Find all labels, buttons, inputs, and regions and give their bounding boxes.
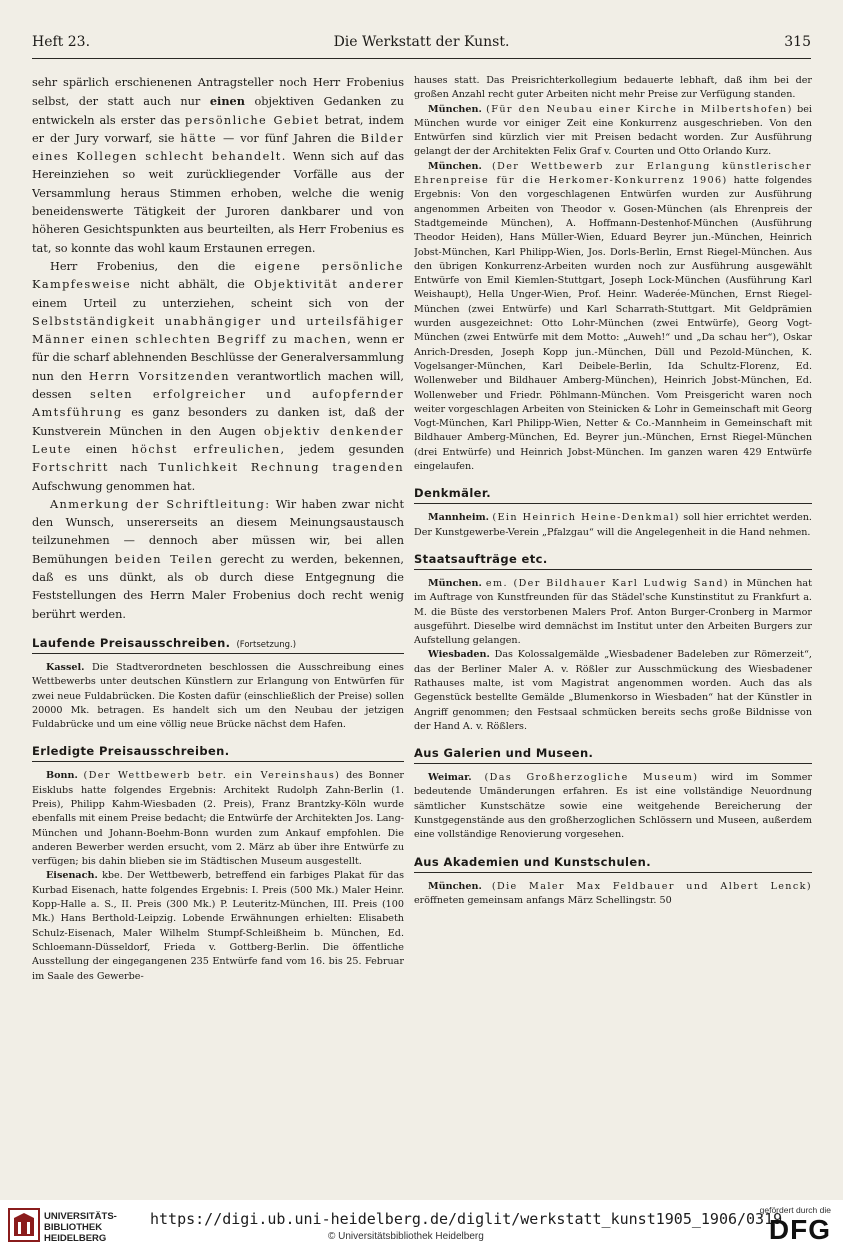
library-seal-icon — [8, 1208, 40, 1242]
notice-weimar: Weimar. (Das Großherzogliche Museum) wird im Sommer bedeutende Umänderungen erfahren. Es ist eine vollständige Neuordnung sämtlicher Kunstschätze sowie eine weitgehende Bereicherung der Kunstgegenstände aus den großherzoglichen Schlössern und Museen, außerdem eine vollständige Renovierung vorgesehen. — [414, 772, 812, 841]
running-header — [32, 34, 811, 56]
paragraph: sehr spärlich erschienenen Antragsteller noch Herr Frobenius selbst, der statt auch nur einen objektiven Gedanken zu entwickeln als erster das persönliche Gebiet betrat, indem er der Jury vorwarf, sie hätte — vor fünf Jahren die Bilder eines Kollegen schlecht behandelt. Wenn sich auf das Hereinziehen so weit zurückliegender Vorfälle aus der Versammlung heraus Stimmen erhoben, welche die wenig beneidenswerte Tätigkeit der Juroren dankbarer und von höheren Gesichtspunkten aus beurteilten, als Herr Frobenius es tat, so konnte das wohl kaum Erstaunen erregen. — [32, 76, 404, 255]
notice-muenchen-kirche: München. (Für den Neubau einer Kirche in Milbertshofen) bei München wurde vor einiger Zeit eine Konkurrenz ausgeschrieben. Von den Entwürfen sind kürzlich vier mit Preisen bedacht worden. Zur Ausführung gelangt der der Architekten Felix Graf v. Courten und Otto Orlando Kurz. — [414, 103, 812, 158]
section-heading: Aus Galerien und Museen. — [414, 746, 812, 764]
notices — [414, 577, 812, 734]
header-rule — [32, 58, 811, 59]
dfg-logo: DFG — [768, 1214, 831, 1245]
section-heading: Aus Akademien und Kunstschulen. — [414, 855, 812, 873]
notice-kassel: Kassel. Die Stadtverordneten beschlossen die Ausschreibung eines Wettbewerbs unter deutschen Künstlern zur Erlangung von Entwürfen für zwei neue Fuldabrücken. Die Kosten dafür (einschließlich der Preise) sollen 20000 Mk. betragen. Es handelt sich um den Neubau der jetzigen Fuldabrücke und um eine völlig neue Brücke nächst dem Hafen. — [32, 661, 404, 731]
section-heading: Laufende Preisausschreiben. (Fortsetzung.) — [32, 636, 404, 654]
continued-text: hauses statt. Das Preisrichterkollegium bedauerte lebhaft, daß ihm bei der großen Anzahl recht guter Arbeiten nicht mehr Preise zur Verfügung standen. — [414, 75, 812, 101]
notices — [32, 769, 404, 983]
notices — [414, 771, 812, 842]
letter-text — [32, 74, 404, 624]
section-heading: Denkmäler. — [414, 486, 812, 504]
journal-title: Die Werkstatt der Kunst. — [333, 34, 510, 50]
section-heading: Staatsaufträge etc. — [414, 552, 812, 570]
notice-muenchen-malschule: München. (Die Maler Max Feldbauer und Albert Lenck) eröffneten gemeinsam anfangs März Schellingstr. 50 — [414, 880, 812, 906]
viewer-footer — [0, 1200, 843, 1250]
editor-note: Anmerkung der Schriftleitung: Wir haben zwar nicht den Wunsch, unsererseits an diesem Meinungsaustausch teilzunehmen — dennoch aber müssen wir, bei allen Bemühungen beiden Teilen gerecht zu werden, bekennen, daß es uns dünkt, als ob durch diese Entgegnung die Feststellungen des Herrn Maler Frobenius doch recht wenig berührt werden. — [32, 497, 404, 621]
permalink[interactable]: https://digi.ub.uni-heidelberg.de/diglit/werkstatt_kunst1905_1906/0319 — [150, 1210, 783, 1228]
notice-bonn: Bonn. (Der Wettbewerb betr. ein Vereinshaus) des Bonner Eisklubs hatte folgendes Ergebnis: Architekt Rudolph Zahn-Berlin (1. Preis), Philipp Kahm-Wiesbaden (2. Preis), Franz Brantzky-Köln wurde ebenfalls mit einem Preise bedacht; die Entwürfe der Architekten Jos. Lang-München und Johann-Boehm-Bonn wurden zum Ankauf empfohlen. Die anderen Bewerber werden ersucht, vom 2. März ab über ihre Entwürfe zu verfügen; bis dahin blieben sie im Städtischen Museum ausgestellt. — [32, 770, 404, 868]
notice-eisenach: Eisenach. kbe. Der Wettbewerb, betreffend ein farbiges Plakat für das Kurbad Eisenach, hatte folgendes Ergebnis: I. Preis (500 Mk.) Maler Heinr. Kopp-Halle a. S., II. Preis (300 Mk.) P. Leuteritz-München, III. Preis (100 Mk.) Hans Berthold-Leipzig. Lobende Erwähnungen erhielten: Elisabeth Schulz-Eisenach, Maler Wilhelm Stumpf-Schleißheim b. München, Ed. Schloemann-Düsseldorf, Frieda v. Gottberg-Berlin. Die öffentliche Ausstellung der eingegangenen 235 Entwürfe fand vom 16. bis 25. Februar im Saale des Gewerbe- — [32, 870, 404, 982]
notice-mannheim: Mannheim. (Ein Heinrich Heine-Denkmal) soll hier errichtet werden. Der Kunstgewerbe-Verein „Pfalzgau“ will die Angelegenheit in die Hand nehmen. — [414, 512, 812, 538]
copyright-notice: © Universitätsbibliothek Heidelberg — [328, 1231, 484, 1242]
issue-number: Heft 23. — [32, 34, 91, 50]
library-name: UNIVERSITÄTS- BIBLIOTHEK HEIDELBERG — [44, 1211, 117, 1244]
page-number: 315 — [784, 34, 811, 50]
notices — [32, 661, 404, 732]
right-column — [414, 74, 812, 908]
notice-wiesbaden: Wiesbaden. Das Kolossalgemälde „Wiesbadener Badeleben zur Römerzeit“, das der Berliner Maler A. v. Rößler zur Ausschmückung des Wiesbadener Rathauses malte, ist vom Magistrat angenommen worden. Auch das als Gegenstück bestellte Gemälde „Blumenkorso in Wiesbaden“ hat der Künstler in Angriff genommen; den Festsaal schmücken bereits sechs große Bildnisse von der Hand A. v. Rößlers. — [414, 649, 812, 732]
funding-note: gefördert durch die — [759, 1205, 831, 1215]
section-heading: Erledigte Preisausschreiben. — [32, 744, 404, 762]
paragraph: Herr Frobenius, den die eigene persönliche Kampfesweise nicht abhält, die Objektivität anderer einem Urteil zu unterziehen, scheint sich von der Selbstständigkeit unabhängiger und urteilsfähiger Männer einen schlechten Begriff zu machen, wenn er für die scharf ablehnenden Beschlüsse der Generalversammlung nun den Herrn Vorsitzenden verantwortlich machen will, dessen selten erfolgreicher und aufopfernder Amtsführung es ganz besonders zu danken ist, daß der Kunstverein München in den Augen objektiv denkender Leute einen höchst erfreulichen, jedem gesunden Fortschritt nach Tunlichkeit Rechnung tragenden Aufschwung genommen hat. — [32, 259, 404, 493]
notice-muenchen-sand: München. em. (Der Bildhauer Karl Ludwig Sand) in München hat im Auftrage von Kunstfreunden für das Städel'sche Kunstinstitut zu Frankfurt a. M. die Büste des verstorbenen Malers Prof. Anton Burger-Cronberg in Marmor ausgeführt. Dieselbe wird demnächst im Institut unter den Arbeiten Burgers zur Aufstellung gelangen. — [414, 577, 812, 647]
left-column — [32, 74, 404, 984]
notices — [414, 511, 812, 540]
notice-muenchen-herkomer: München. (Der Wettbewerb zur Erlangung künstlerischer Ehrenpreise für die Herkomer-Konkurrenz 1906) hatte folgendes Ergebnis: Von den vorgeschlagenen Entwürfen wurden zur Ausführung angenommen Arbeiten von Theodor v. Gosen-München (als Ehrenpreis der Stadtgemeinde München), A. Hoffmann-Destenhof-München (Ausführung Theodor Heiden), Hans Müller-Wien, Eduard Beyrer jun.-München, Heinrich Jobst-München, Karl Philipp-Wien, Jos. Dorls-Berlin, Ernst Riegel-München. Aus den übrigen Konkurrenz-Arbeiten wurden noch zur Ausführung ausgewählt Entwürfe von Emil Kiemlen-Stuttgart, Joseph Lock-München (Ausführung Karl Weishaupt), Hella Unger-Wien, Prof. Heinr. Waderée-München, Ernst Riegel-München (zwei Entwürfe) und Karl Scharrath-Stuttgart. Mit Geldprämien wurden ausgezeichnet: Otto Lohr-München (zwei Entwürfe), Georg Vogt-München (zwei Entwürfe mit dem Motto: „Auweh!“ und „Da schau her“), Oskar Anrich-Dresden, Joseph Kopp jun.-München, Düll und Pezold-München, K. Vogelsanger-München, Karl Deibele-Berlin, Ida Schultz-Florenz, Ed. Wollenweber und Bildhauer Amberg-München), Heinrich Jobst-München, Ed. Wollenweber und Friedr. Pöhlmann-München. Vom Preisgericht waren noch weiter vorgeschlagen Arbeiten von Steinicken & Lohr in Gemeinschaft mit Georg Vogt-München, Karl Philipp-Wien, Netter & Co.-Mannheim in Gemeinschaft mit Bildhauer Amberg-München, Ed. Beyrer jun.-München, Ernst Riegel-München (drei Entwürfe) und Heinrich Jobst-München. Im ganzen waren 429 Entwürfe eingelaufen. — [414, 160, 812, 473]
notices — [414, 880, 812, 909]
notices — [414, 74, 812, 474]
